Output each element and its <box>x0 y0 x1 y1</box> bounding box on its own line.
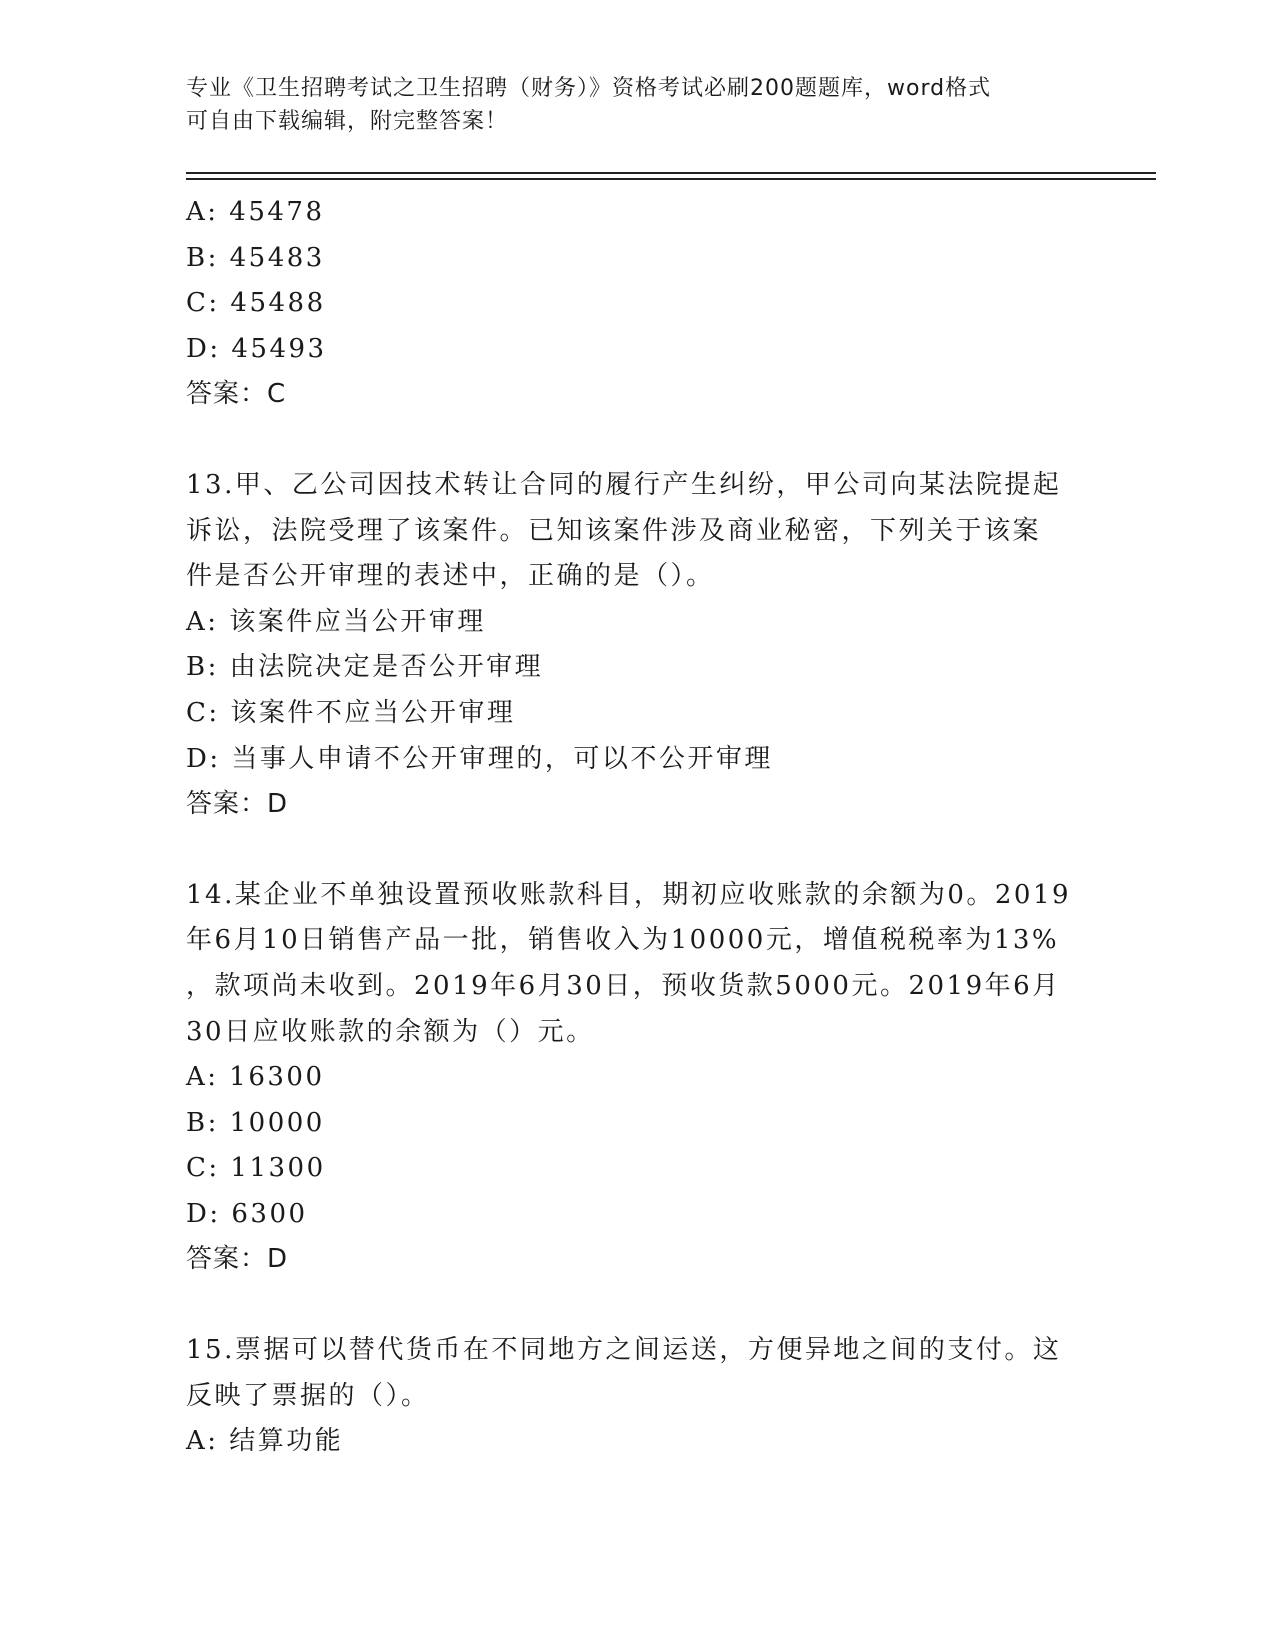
question-stem-line: 反映了票据的（）。 <box>186 1380 430 1411</box>
question-stem-line: 诉讼，法院受理了该案件。已知该案件涉及商业秘密，下列关于该案 <box>186 515 1042 546</box>
answer-line: 答案：C <box>186 379 287 410</box>
spacer <box>186 1283 1086 1328</box>
header-divider-top <box>186 172 1156 174</box>
option-b: B: 45483 <box>186 242 325 273</box>
option-a: A: 该案件应当公开审理 <box>186 606 486 637</box>
question-stem-line: ，款项尚未收到。2019年6月30日，预收货款5000元。2019年6月 <box>186 970 1061 1001</box>
question-stem-line: 30日应收账款的余额为（）元。 <box>186 1016 595 1047</box>
document-header <box>186 72 1066 138</box>
header-title-line-1: 专业《卫生招聘考试之卫生招聘（财务）》资格考试必刷200题题库，word格式 <box>186 76 992 101</box>
question-stem-line: 15.票据可以替代货币在不同地方之间运送，方便异地之间的支付。这 <box>186 1335 1062 1366</box>
option-d: D: 6300 <box>186 1198 308 1229</box>
question-15-block <box>186 1328 1086 1465</box>
option-b: B: 10000 <box>186 1107 325 1138</box>
option-d: D: 当事人申请不公开审理的，可以不公开审理 <box>186 743 773 774</box>
option-a: A: 结算功能 <box>186 1426 344 1457</box>
question-13-block <box>186 463 1086 828</box>
option-a: A: 16300 <box>186 1062 325 1093</box>
question-stem-line: 13.甲、乙公司因技术转让合同的履行产生纠纷，甲公司向某法院提起 <box>186 469 1062 500</box>
option-c: C: 11300 <box>186 1153 326 1184</box>
question-14-block <box>186 873 1086 1283</box>
question-stem-line: 14.某企业不单独设置预收账款科目，期初应收账款的余额为0。2019 <box>186 879 1072 910</box>
option-c: C: 该案件不应当公开审理 <box>186 697 516 728</box>
question-stem-line: 件是否公开审理的表述中，正确的是（）。 <box>186 561 715 592</box>
option-a: A: 45478 <box>186 197 325 227</box>
header-divider-bottom <box>186 178 1156 180</box>
document-body <box>186 190 1086 1465</box>
answer-line: 答案：D <box>186 789 289 820</box>
option-b: B: 由法院决定是否公开审理 <box>186 652 544 683</box>
option-d: D: 45493 <box>186 333 327 364</box>
spacer <box>186 828 1086 873</box>
spacer <box>186 418 1086 463</box>
option-c: C: 45488 <box>186 288 326 319</box>
header-title-line-2: 可自由下载编辑，附完整答案！ <box>186 109 509 134</box>
question-12-block <box>186 190 1086 418</box>
answer-line: 答案：D <box>186 1244 289 1275</box>
question-stem-line: 年6月10日销售产品一批，销售收入为10000元，增值税税率为13% <box>186 925 1060 956</box>
